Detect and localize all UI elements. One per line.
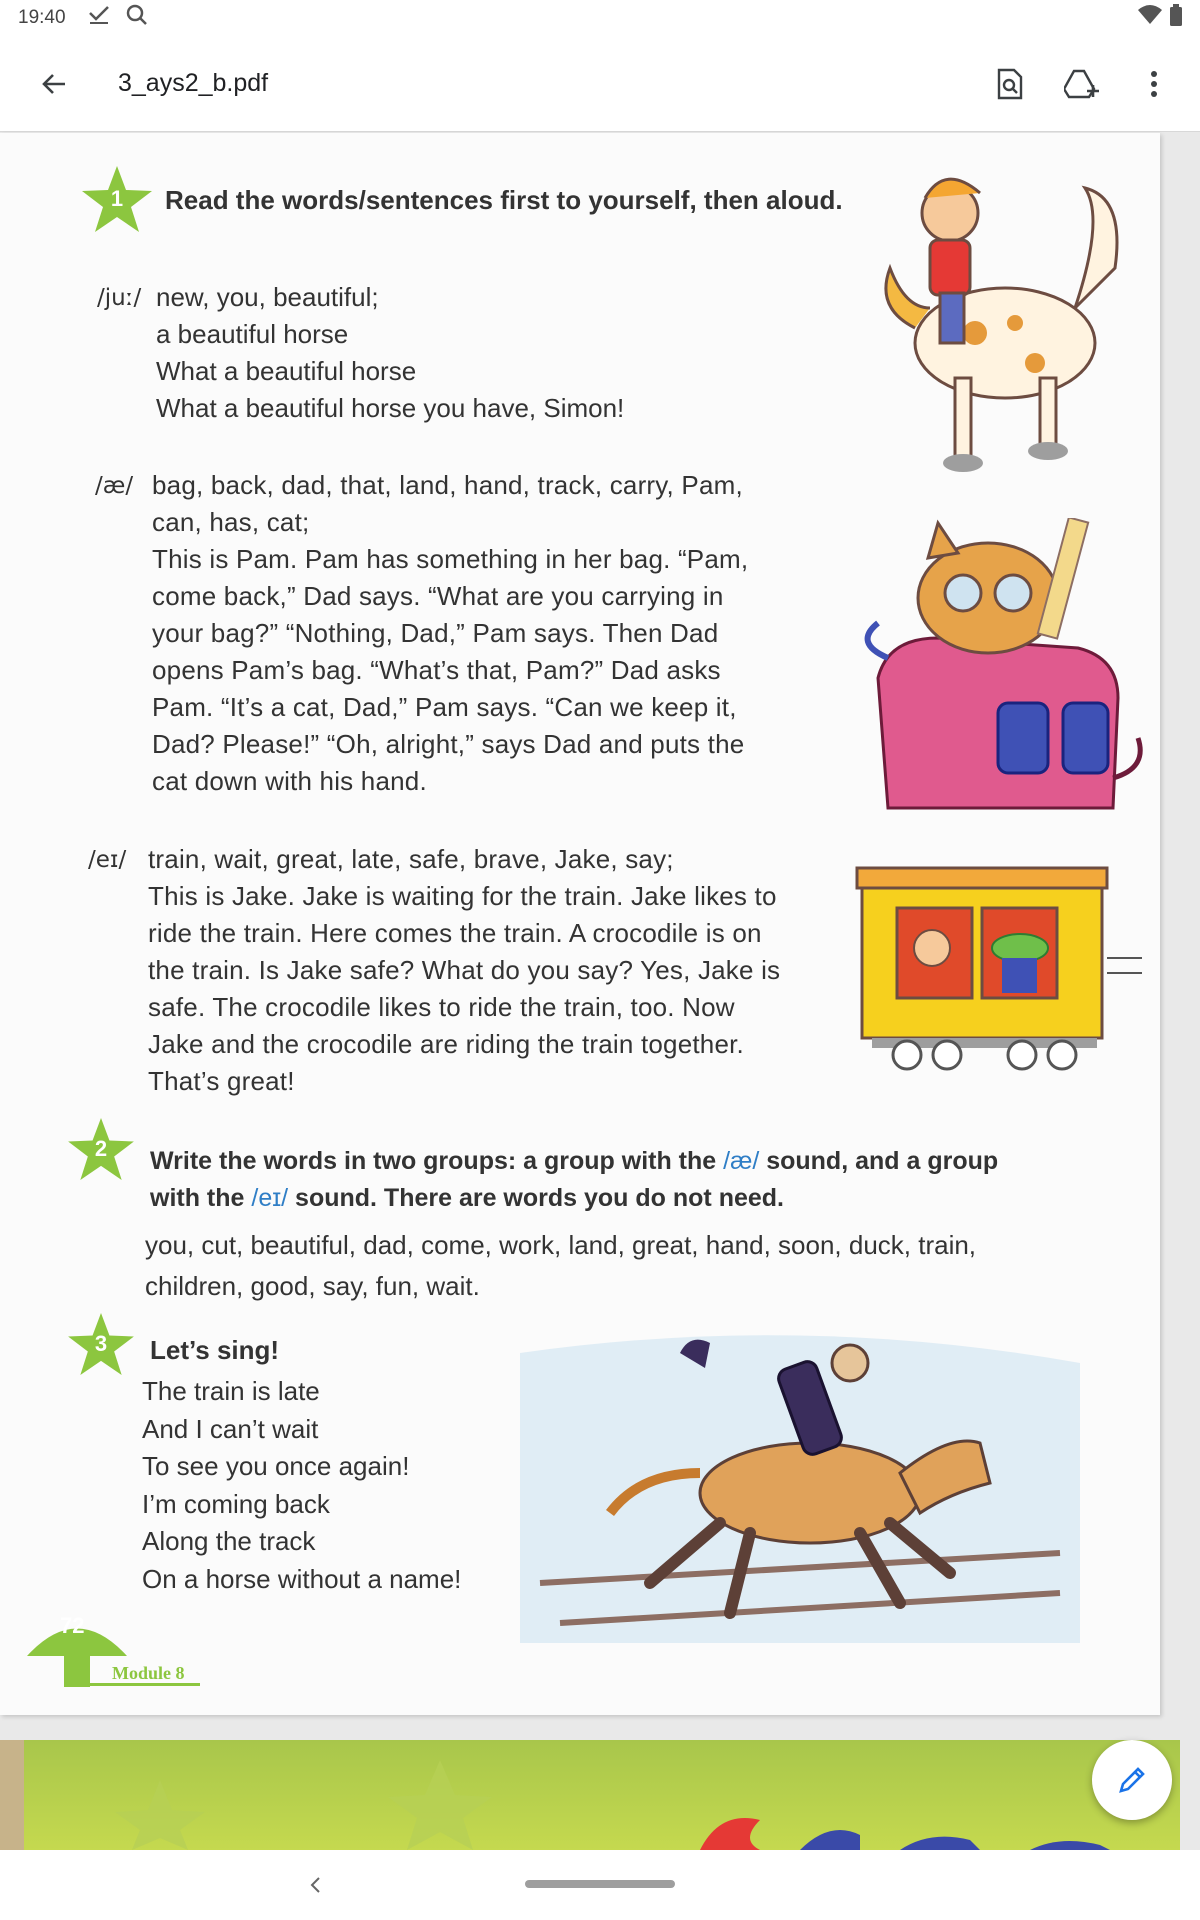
text-line: safe. The crocodile likes to ride the train, too. Now <box>148 992 735 1022</box>
lyric-line: Along the track <box>142 1526 316 1556</box>
arrow-left-icon <box>41 71 67 97</box>
exercise-1-number: 1 <box>110 186 124 211</box>
text-line: your bag?” “Nothing, Dad,” Pam says. Then Dad <box>152 618 719 648</box>
checkmark-download-icon <box>88 5 110 31</box>
lyric-line: To see you once again! <box>142 1451 410 1481</box>
exercise-2-heading <box>150 1143 998 1217</box>
heading-text: with the <box>150 1184 245 1212</box>
app-bar <box>0 36 1200 132</box>
exercise-1-star <box>82 166 152 232</box>
next-page-decoration <box>0 1740 1180 1850</box>
lyric-line: And I can’t wait <box>142 1413 319 1444</box>
phoneme-ei: /eɪ/ <box>88 847 127 873</box>
home-gesture-pill[interactable] <box>525 1880 675 1888</box>
lyric-line: On a horse without a name! <box>142 1563 462 1594</box>
boy-on-horse-illustration <box>855 158 1135 478</box>
battery-icon <box>1170 4 1182 32</box>
ju-text-block <box>156 279 624 427</box>
lyric-line: The train is late <box>142 1376 320 1406</box>
search-icon <box>126 4 148 32</box>
exercise-3-heading: Let’s sing! <box>150 1335 280 1365</box>
exercise-3-star <box>68 1313 134 1375</box>
system-navigation-bar <box>0 1850 1200 1920</box>
exercise-1-heading: Read the words/sentences first to yourself, then aloud. <box>165 185 843 215</box>
cat-in-bag-illustration <box>848 518 1148 828</box>
ei-text-block <box>148 841 780 1100</box>
find-in-document-button[interactable] <box>978 52 1042 116</box>
phoneme-ju: /juː/ <box>97 285 142 311</box>
more-vert-icon <box>1150 70 1158 98</box>
exercise-2-star <box>68 1118 134 1180</box>
status-time: 19:40 <box>18 7 66 28</box>
text-line: bag, back, dad, that, land, hand, track, carry, Pam, <box>152 470 743 500</box>
add-to-drive-button[interactable] <box>1050 52 1114 116</box>
module-label: Module 8 <box>112 1663 185 1683</box>
text-line: train, wait, great, late, safe, brave, Jake, say; <box>148 844 674 874</box>
status-bar <box>0 0 1200 36</box>
heading-text: sound, and a group <box>766 1147 999 1175</box>
chevron-left-icon <box>309 1876 321 1894</box>
page-number: 72 <box>60 1613 85 1638</box>
text-line: Pam. “It’s a cat, Dad,” Pam says. “Can we keep it, <box>152 692 737 722</box>
text-line: That’s great! <box>148 1066 295 1096</box>
rider-on-horse-illustration <box>520 1323 1080 1643</box>
exercise-3-number: 3 <box>94 1331 108 1356</box>
exercise-2-word-list <box>145 1225 976 1307</box>
find-in-document-icon <box>995 68 1025 100</box>
add-to-drive-icon <box>1064 69 1100 99</box>
text-line: Dad? Please!” “Oh, alright,” says Dad and puts the <box>152 729 745 759</box>
heading-text: Write the words in two groups: a group with the <box>150 1147 717 1175</box>
heading-text: sound. There are words you do not need. <box>295 1184 784 1212</box>
document-title: 3_ays2_b.pdf <box>118 69 269 97</box>
text-line: What a beautiful horse you have, Simon! <box>156 393 625 423</box>
text-line: new, you, beautiful; <box>156 282 379 312</box>
text-line: This is Pam. Pam has something in her bag. “Pam, <box>152 544 749 574</box>
lyric-line: I’m coming back <box>142 1488 330 1519</box>
next-pdf-page-preview[interactable] <box>0 1740 1180 1850</box>
system-back-button[interactable] <box>300 1868 330 1902</box>
song-lyrics <box>142 1373 461 1598</box>
phoneme-ae-inline: /æ/ <box>723 1147 760 1175</box>
text-line: a beautiful horse <box>156 319 349 349</box>
pencil-icon <box>1117 1765 1147 1795</box>
wifi-icon <box>1136 4 1164 32</box>
text-line: the train. Is Jake safe? What do you say? Yes, Jake is <box>148 955 781 985</box>
back-button[interactable] <box>26 56 82 112</box>
pdf-page[interactable] <box>0 133 1160 1715</box>
text-line: come back,” Dad says. “What are you carrying in <box>152 581 724 611</box>
ae-text-block <box>152 467 748 800</box>
text-line: cat down with his hand. <box>152 766 427 796</box>
phoneme-ei-inline: /eɪ/ <box>251 1184 289 1212</box>
text-line: What a beautiful horse <box>156 356 417 386</box>
exercise-2-number: 2 <box>94 1136 108 1161</box>
text-line: opens Pam’s bag. “What’s that, Pam?” Dad asks <box>152 655 721 685</box>
more-options-button[interactable] <box>1122 52 1186 116</box>
edit-fab-button[interactable] <box>1092 1740 1172 1820</box>
word-list-line: you, cut, beautiful, dad, come, work, land, great, hand, soon, duck, train, <box>145 1230 977 1260</box>
phoneme-ae: /æ/ <box>95 473 134 499</box>
text-line: ride the train. Here comes the train. A crocodile is on <box>148 918 762 948</box>
text-line: Jake and the crocodile are riding the train together. <box>148 1029 744 1059</box>
word-list-line: children, good, say, fun, wait. <box>145 1271 480 1301</box>
train-car-illustration <box>852 858 1147 1073</box>
text-line: This is Jake. Jake is waiting for the train. Jake likes to <box>148 881 777 911</box>
text-line: can, has, cat; <box>152 507 310 537</box>
